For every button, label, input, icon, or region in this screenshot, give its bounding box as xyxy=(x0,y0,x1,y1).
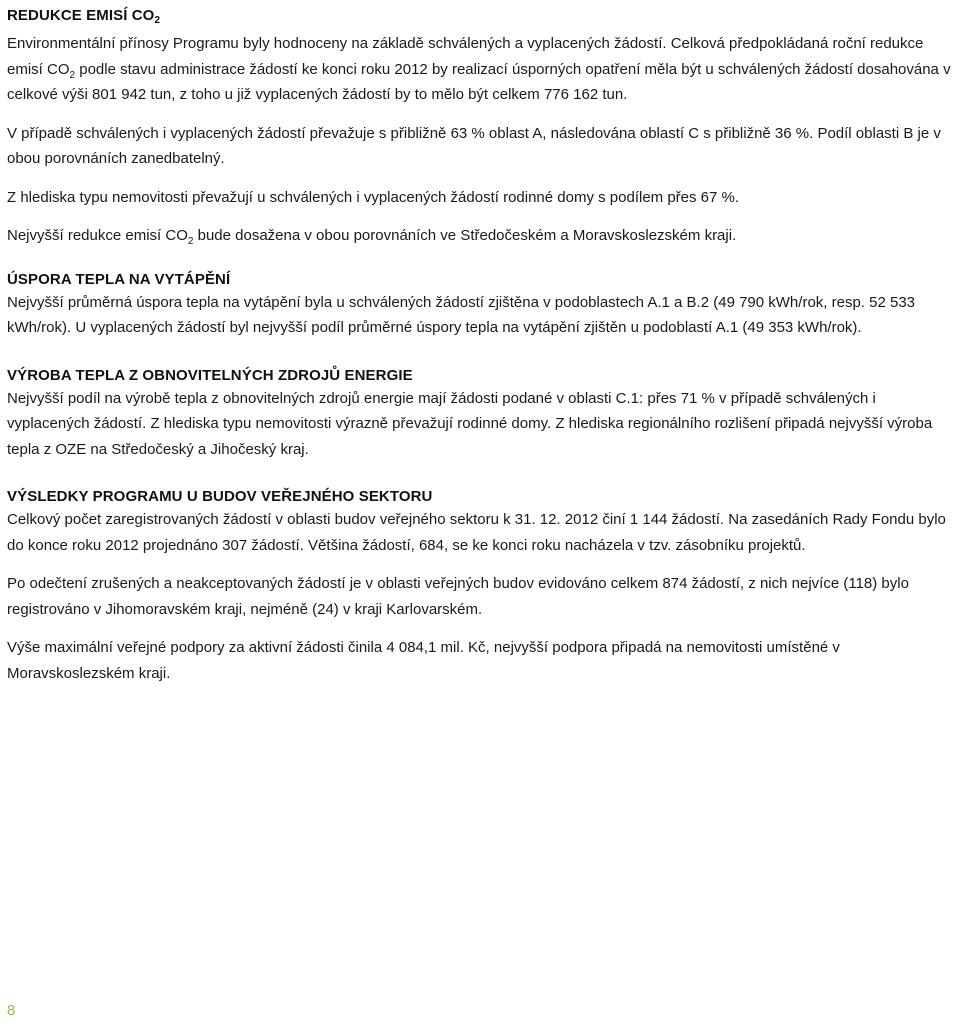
section-public-buildings xyxy=(7,487,957,686)
paragraph: Environmentální přínosy Programu byly hodnoceny na základě schválených a vyplacených žádostí. Celková předpokládaná roční redukce emisí $CO_2$ podle stavu administrace žádostí ke konci roku 2012 by realizací úsporných opatření měla být u schválených žádostí dosahována v celkové výši 801 942 tun, z toho u již vyplacených žádostí by to mělo být celkem 776 162 tun. xyxy=(7,35,951,103)
section-heat-savings xyxy=(7,270,957,341)
paragraph: Nejvyšší redukce emisí $CO_2$ bude dosažena v obou porovnáních ve Středočeském a Moravskoslezském kraji. xyxy=(7,227,737,247)
section-co2-reduction xyxy=(7,6,957,249)
paragraph: Z hlediska typu nemovitosti převažují u schválených i vyplacených žádostí rodinné domy s podílem přes 67 %. xyxy=(7,188,740,206)
page-number: 8 xyxy=(7,1002,16,1019)
section-heading: VÝSLEDKY PROGRAMU U BUDOV VEŘEJNÉHO SEKTORU xyxy=(7,488,433,505)
section-heading: VÝROBA TEPLA Z OBNOVITELNÝCH ZDROJŮ ENERGIE xyxy=(7,366,413,384)
section-heading: ÚSPORA TEPLA NA VYTÁPĚNÍ xyxy=(7,270,231,288)
section-renewable-heat xyxy=(7,366,957,463)
paragraph: V případě schválených i vyplacených žádostí převažuje s přibližně 63 % oblast A, následována oblastí C s přibližně 36 %. Podíl oblasti B je v obou porovnáních zanedbatelný. xyxy=(7,124,941,167)
paragraph: Nejvyšší průměrná úspora tepla na vytápění byla u schválených žádostí zjištěna v podoblastech A.1 a B.2 (49 790 kWh/rok, resp. 52 533 kWh/rok). U vyplacených žádostí byl nejvyšší podíl průměrné úspory tepla na vytápění zjištěn u podoblastí A.1 (49 353 kWh/rok). xyxy=(7,293,916,336)
section-heading: REDUKCE EMISÍ $CO_2$ xyxy=(7,7,161,26)
paragraph: Celkový počet zaregistrovaných žádostí v oblasti budov veřejného sektoru k 31. 12. 2012 činí 1 144 žádostí. Na zasedáních Rady Fondu bylo do konce roku 2012 projednáno 307 žádostí. Většina žádostí, 684, se ke konci roku nacházela v tzv. zásobníku projektů. xyxy=(7,511,946,554)
paragraph: Nejvyšší podíl na výrobě tepla z obnovitelných zdrojů energie mají žádosti podané v oblasti C.1: přes 71 % v případě schválených i vyplacených žádostí. Z hlediska typu nemovitosti výrazně převažují rodinné domy. Z hlediska regionálního rozlišení připadá nejvyšší výroba tepla z OZE na Středočeský a Jihočeský kraj. xyxy=(7,389,933,458)
document-page xyxy=(7,6,957,686)
paragraph: Po odečtení zrušených a neakceptovaných žádostí je v oblasti veřejných budov evidováno celkem 874 žádostí, z nich nejvíce (118) bylo registrováno v Jihomoravském kraji, nejméně (24) v kraji Karlovarském. xyxy=(7,575,909,618)
paragraph: Výše maximální veřejné podpory za aktivní žádosti činila 4 084,1 mil. Kč, nejvyšší podpora připadá na nemovitosti umístěné v Moravskoslezském kraji. xyxy=(7,639,840,682)
